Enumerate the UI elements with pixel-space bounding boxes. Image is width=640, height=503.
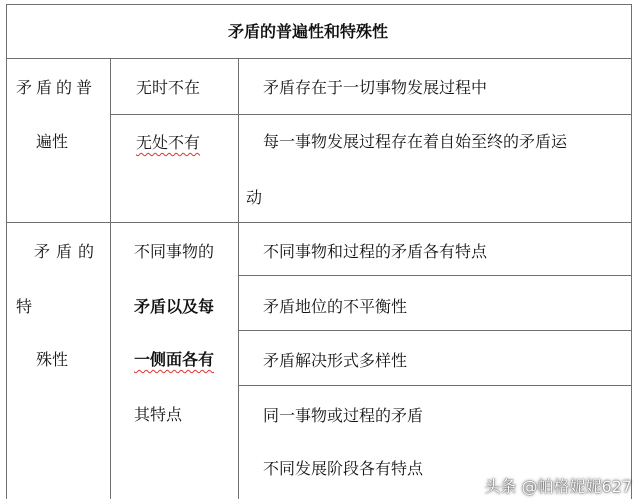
border-right: [631, 4, 632, 499]
time-desc: 矛盾存在于一切事物发展过程中: [263, 78, 488, 97]
particularity-mid-line4: 其特点: [134, 405, 183, 424]
section-divider: [6, 222, 632, 223]
particularity-label-line2: 特: [16, 297, 33, 316]
row-divider-p3: [238, 385, 632, 386]
universality-label-line1: 矛盾的普: [16, 78, 97, 97]
table-title: 矛盾的普遍性和特殊性: [228, 22, 389, 41]
particularity-label-line1: 矛盾的: [34, 242, 101, 261]
watermark: 头条 @帕格妮妮627: [484, 477, 632, 496]
particularity-row4-line1: 同一事物或过程的矛盾: [263, 406, 424, 425]
col-divider-2: [238, 58, 239, 499]
particularity-row1: 不同事物和过程的矛盾各有特点: [263, 242, 488, 261]
row-divider-universality: [110, 114, 632, 115]
border-left: [6, 4, 7, 499]
row-divider-p1: [238, 275, 632, 276]
space-desc-line2: 动: [246, 188, 263, 207]
universality-label-line2: 遍性: [36, 132, 69, 151]
particularity-row2: 矛盾地位的不平衡性: [263, 297, 408, 316]
title-divider: [6, 58, 632, 59]
particularity-mid-line2: 矛盾以及每: [134, 297, 215, 316]
time-label: 无时不在: [136, 78, 201, 97]
space-desc-line1: 每一事物发展过程存在着自始至终的矛盾运: [263, 132, 568, 151]
particularity-row3: 矛盾解决形式多样性: [263, 351, 408, 370]
row-divider-p2: [238, 330, 632, 331]
col-divider-1: [110, 58, 111, 499]
space-label: 无处不有: [136, 133, 201, 152]
particularity-row4-line2: 不同发展阶段各有特点: [263, 459, 424, 478]
particularity-mid-line3: 一侧面各有: [134, 350, 215, 369]
particularity-label-line3: 殊性: [36, 350, 69, 369]
border-top: [6, 4, 632, 5]
particularity-mid-line1: 不同事物的: [134, 242, 215, 261]
